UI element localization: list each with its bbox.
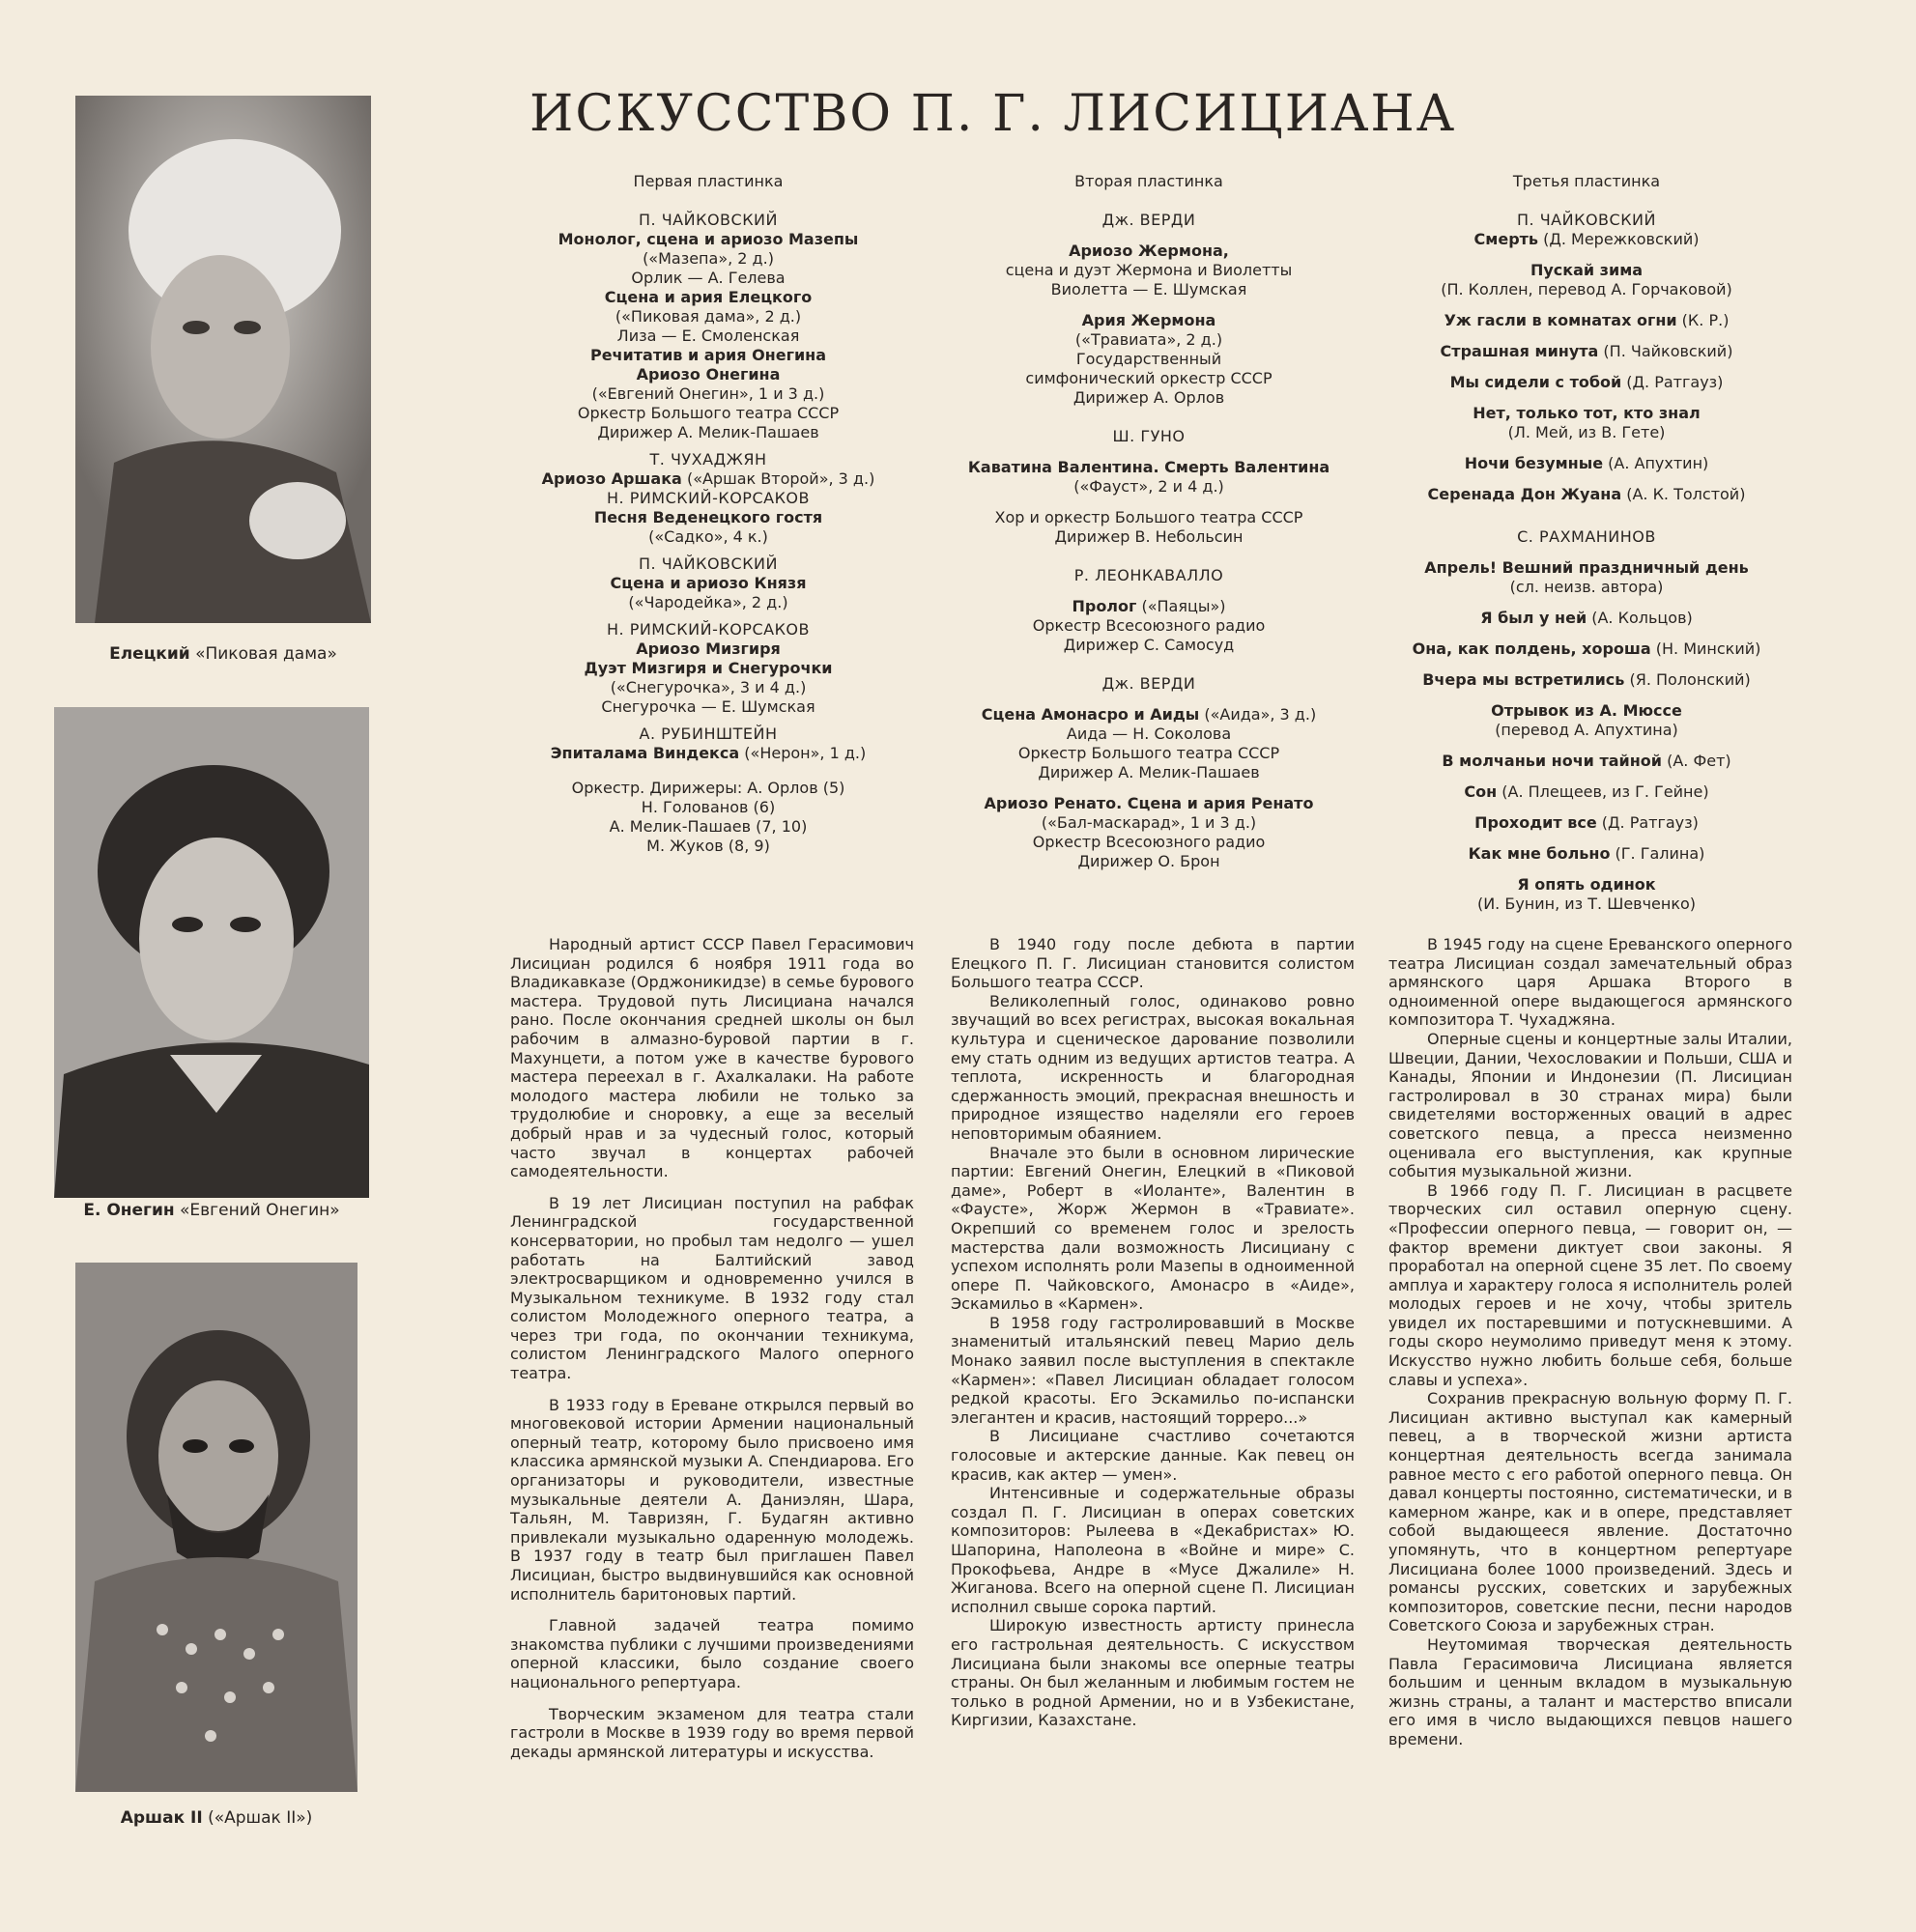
disc-second	[951, 172, 1347, 871]
bio-paragraph: В 1940 году после дебюта в партии Елецкого П. Г. Лисициан становится солистом Большого театра СССР.	[951, 935, 1355, 992]
track-detail: (Д. Ратгауз)	[1621, 373, 1724, 391]
track-detail: Дирижер О. Брон	[1077, 852, 1220, 870]
track-title: Речитатив и ария Онегина	[589, 346, 827, 364]
spacer	[1388, 771, 1785, 782]
spacer	[1388, 442, 1785, 454]
composer-name: Р. ЛЕОНКАВАЛЛО	[1073, 566, 1224, 584]
bio-column-2	[951, 935, 1355, 1730]
track-detail: (Д. Ратгауз)	[1596, 813, 1699, 832]
track-detail: Дирижер А. Орлов	[1072, 388, 1225, 407]
spacer	[1388, 392, 1785, 404]
composer-name: П. ЧАЙКОВСКИЙ	[639, 211, 778, 229]
track-detail: («Пиковая дама», 2 д.)	[615, 307, 802, 326]
bio-paragraph: В 1958 году гастролировавший в Москве знаменитый итальянский певец Марио дель Монако заявил после выступления в спектакле «Кармен»: «Павел Лисициан обладает голосом редкой красоты. Его Эскамильо по-испански элегантен и красив, настоящий торреро...»	[951, 1313, 1355, 1427]
track-line	[1388, 454, 1785, 473]
spacer	[1388, 802, 1785, 813]
track-detail: Государственный	[1075, 350, 1222, 368]
spacer	[510, 763, 906, 779]
track-detail: (А. Фет)	[1662, 752, 1731, 770]
track-title: Ариозо Онегина	[636, 365, 781, 384]
track-detail: («Паяцы»)	[1136, 597, 1226, 615]
photo-eletsky	[75, 96, 371, 623]
track-line	[1388, 670, 1785, 690]
composer-name: П. ЧАЙКОВСКИЙ	[1517, 211, 1656, 229]
track-detail: («Нерон», 1 д.)	[739, 744, 867, 762]
spacer	[951, 547, 1347, 558]
bio-paragraph: Главной задачей театра помимо знакомства публики с лучшими произведениями оперной классики, было создание своего национального репертуара.	[510, 1616, 914, 1691]
track-title: Ариозо Аршака	[541, 469, 682, 488]
track-line	[951, 705, 1347, 724]
track-detail: (А. Апухтин)	[1603, 454, 1709, 472]
track-title: Апрель! Вешний праздничный день	[1424, 558, 1749, 577]
disc-header: Первая пластинка	[633, 172, 784, 190]
track-detail: Н. Голованов (6)	[641, 798, 776, 816]
disc-first	[510, 172, 906, 856]
track-detail: (А. К. Толстой)	[1621, 485, 1746, 503]
disc-third	[1388, 172, 1785, 914]
track-detail: сцена и дуэт Жермона и Виолетты	[1005, 261, 1293, 279]
track-title: Как мне больно	[1468, 844, 1611, 863]
track-detail: Оркестр Всесоюзного радио	[1032, 833, 1266, 851]
caption-role: «Пиковая дама»	[195, 644, 337, 664]
track-detail: (сл. неизв. автора)	[1509, 578, 1664, 596]
spacer	[1388, 597, 1785, 609]
track-detail: (Я. Полонский)	[1624, 670, 1751, 689]
track-title: Сцена Амонасро и Аиды	[981, 705, 1200, 724]
caption-arshak	[75, 1808, 357, 1828]
spacer	[951, 408, 1347, 419]
photo-arshak	[75, 1263, 357, 1792]
spacer	[951, 497, 1347, 508]
track-title: В молчаньи ночи тайной	[1442, 752, 1662, 770]
spacer	[1388, 504, 1785, 520]
spacer	[951, 655, 1347, 667]
track-line	[510, 469, 906, 489]
track-title: Вчера мы встретились	[1422, 670, 1625, 689]
caption-onegin	[54, 1201, 369, 1220]
bio-paragraph: Сохранив прекрасную вольную форму П. Г. Лисициан активно выступал как камерный певец, а в творческой жизни артиста концертная деятельность всегда занимала равное место с его работой оперного певца. Он давал концерты постоянно, систематически, и в камерном жанре, как и в опере, представляет собой выдающееся явление. Достаточно упомянуть, что в концертном репертуаре Лисициана более 1000 произведений. Здесь и романсы русских, советских и зарубежных композиторов, советские песни, песни народов Советского Союза и зарубежных стран.	[1388, 1389, 1792, 1635]
bio-paragraph: Интенсивные и содержательные образы создал П. Г. Лисициан в операх советских композиторов: Рылеева в «Декабристах» Ю. Шапорина, Наполеона в «Войне и мире» С. Прокофьева, Андре в «Мусе Джалиле» Н. Жиганова. Всего на оперной сцене П. Лисициан исполнил свыше сорока партий.	[951, 1484, 1355, 1616]
track-line	[1388, 373, 1785, 392]
track-detail: Снегурочка — Е. Шумская	[601, 697, 815, 716]
spacer	[951, 694, 1347, 705]
bio-paragraph: В Лисициане счастливо сочетаются голосовые и актерские данные. Как певец он красив, как актер — умен».	[951, 1427, 1355, 1484]
track-detail: Оркестр Всесоюзного радио	[1032, 616, 1266, 635]
page-title: ИСКУССТВО П. Г. ЛИСИЦИАНА	[529, 85, 1457, 143]
track-detail: (А. Кольцов)	[1587, 609, 1693, 627]
bio-column-3	[1388, 935, 1792, 1749]
spacer	[1388, 473, 1785, 485]
track-title: Уж гасли в комнатах огни	[1444, 311, 1677, 329]
track-title: Ария Жермона	[1081, 311, 1216, 329]
bio-paragraph: Великолепный голос, одинаково ровно звучащий во всех регистрах, высокая вокальная культура и сценическое дарование позволили ему стать одним из ведущих артистов театра. А теплота, искренность и благородная сдержанность эмоций, прекрасная внешность и природное изящество наделяли его героев неповторимым обаянием.	[951, 991, 1355, 1143]
bio-paragraph: В 19 лет Лисициан поступил на рабфак Ленинградской государственной консерватории, но пробыл там недолго — ушел работать на Балтийский завод электросварщиком и одновременно учился в Музыкальном техникуме. В 1932 году стал солистом Молодежного оперного театра, а через три года, по окончании техникума, солистом Ленинградского Малого оперного театра.	[510, 1193, 914, 1383]
spacer	[1388, 361, 1785, 373]
track-detail: (И. Бунин, из Т. Шевченко)	[1476, 895, 1697, 913]
track-detail: (Н. Минский)	[1650, 639, 1761, 658]
caption-eletsky	[75, 644, 371, 664]
track-detail: Аида — Н. Соколова	[1066, 724, 1232, 743]
track-detail: («Аида», 3 д.)	[1199, 705, 1317, 724]
spacer	[951, 299, 1347, 311]
caption-name: Елецкий	[109, 644, 190, 664]
track-detail: А. Мелик-Пашаев (7, 10)	[609, 817, 808, 836]
composer-name: С. РАХМАНИНОВ	[1517, 527, 1656, 546]
track-line	[951, 597, 1347, 616]
bio-paragraph: Творческим экзаменом для театра стали гастроли в Москве в 1939 году во время первой декады армянской литературы и искусства.	[510, 1704, 914, 1761]
track-detail: («Евгений Онегин», 1 и 3 д.)	[591, 384, 825, 403]
bio-paragraph: Народный артист СССР Павел Герасимович Лисициан родился 6 ноября 1911 года во Владикавказе (Орджоникидзе) в семье бурового мастера. Трудовой путь Лисициана начался рано. После окончания средней школы он был рабочим в алмазно-буровой партии в г. Махунцети, а потом уже в качестве бурового мастера переехал в г. Ахалкалаки. На работе молодого мастера любили не только за трудолюбие и сноровку, а еще за веселый добрый нрав и за чудесный голос, который часто звучал в концертах рабочей самодеятельности.	[510, 935, 914, 1181]
track-detail: Оркестр Большого театра СССР	[1017, 744, 1280, 762]
composer-name: Ш. ГУНО	[1112, 427, 1186, 445]
track-title: Отрывок из А. Мюссе	[1491, 701, 1682, 720]
track-title: Ночи безумные	[1464, 454, 1604, 472]
track-detail: Виолетта — Е. Шумская	[1050, 280, 1247, 298]
disc-header: Вторая пластинка	[1074, 172, 1223, 190]
track-title: Эпиталама Виндекса	[550, 744, 740, 762]
track-detail: («Фауст», 2 и 4 д.)	[1073, 477, 1224, 496]
track-title: Нет, только тот, кто знал	[1473, 404, 1701, 422]
track-detail: (Г. Галина)	[1610, 844, 1705, 863]
track-detail: («Чародейка», 2 д.)	[628, 593, 788, 611]
track-detail: Хор и оркестр Большого театра СССР	[994, 508, 1303, 526]
track-detail: Дирижер С. Самосуд	[1063, 636, 1235, 654]
spacer	[1388, 249, 1785, 261]
track-detail: («Снегурочка», 3 и 4 д.)	[610, 678, 807, 696]
track-line	[510, 744, 906, 763]
track-line	[1388, 639, 1785, 659]
track-title: Пролог	[1072, 597, 1137, 615]
bio-paragraph: В 1966 году П. Г. Лисициан в расцвете творческих сил оставил оперную сцену. «Профессии оперного певца, — говорит он, — фактор времени диктует свои законы. Я проработал на оперной сцене 35 лет. По своему амплуа и характеру голоса я исполнитель ролей молодых героев и не хочу, чтобы зритель увидел их постаревшими и потускневшими. А годы скоро неумолимо приведут меня к этому. Искусство нужно любить больше себя, больше славы и успеха».	[1388, 1180, 1792, 1389]
track-detail: («Аршак Второй», 3 д.)	[681, 469, 875, 488]
track-title: Ариозо Мизгиря	[636, 639, 781, 658]
track-title: Сон	[1464, 782, 1498, 801]
track-detail: симфонический оркестр СССР	[1025, 369, 1273, 387]
track-line	[1388, 813, 1785, 833]
track-title: Я опять одинок	[1517, 875, 1656, 894]
spacer	[951, 446, 1347, 458]
track-line	[1388, 311, 1785, 330]
track-title: Каватина Валентина. Смерть Валентина	[967, 458, 1330, 476]
spacer	[951, 230, 1347, 242]
caption-role: («Аршак II»)	[208, 1808, 313, 1828]
track-detail: Лиза — Е. Смоленская	[616, 327, 800, 345]
track-title: Монолог, сцена и ариозо Мазепы	[558, 230, 859, 248]
track-line	[1388, 782, 1785, 802]
track-title: Дуэт Мизгиря и Снегурочки	[584, 659, 833, 677]
composer-name: А. РУБИНШТЕЙН	[639, 724, 778, 743]
track-title: Ариозо Жермона,	[1069, 242, 1229, 260]
track-detail: (П. Чайковский)	[1598, 342, 1733, 360]
caption-name: Е. Онегин	[83, 1201, 175, 1220]
track-title: Страшная минута	[1440, 342, 1599, 360]
track-line	[1388, 609, 1785, 628]
track-title: Мы сидели с тобой	[1449, 373, 1622, 391]
track-detail: (К. Р.)	[1676, 311, 1730, 329]
caption-name: Аршак II	[120, 1808, 203, 1828]
track-title: Песня Веденецкого гостя	[593, 508, 823, 526]
track-detail: («Бал-маскарад», 1 и 3 д.)	[1041, 813, 1257, 832]
spacer	[1388, 330, 1785, 342]
spacer	[1388, 299, 1785, 311]
track-line	[1388, 844, 1785, 864]
bio-paragraph: Неутомимая творческая деятельность Павла Герасимовича Лисициана является большим и ценным вкладом в музыкальную жизнь страны, а талант и мастерство вписали его имя в число выдающихся певцов нашего времени.	[1388, 1634, 1792, 1748]
track-title: Я был у ней	[1480, 609, 1587, 627]
track-detail: (Л. Мей, из В. Гете)	[1507, 423, 1666, 441]
track-line	[1388, 752, 1785, 771]
track-title: Пускай зима	[1530, 261, 1644, 279]
track-line	[1388, 485, 1785, 504]
track-detail: Орлик — А. Гелева	[631, 269, 786, 287]
composer-name: Т. ЧУХАДЖЯН	[649, 450, 767, 469]
track-detail: («Травиата», 2 д.)	[1074, 330, 1223, 349]
track-detail: Дирижер В. Небольсин	[1054, 527, 1244, 546]
track-detail: М. Жуков (8, 9)	[646, 837, 770, 855]
caption-role: «Евгений Онегин»	[180, 1201, 340, 1220]
track-title: Ариозо Ренато. Сцена и ария Ренато	[984, 794, 1314, 812]
track-detail: Оркестр. Дирижеры: А. Орлов (5)	[571, 779, 845, 797]
bio-paragraph: Оперные сцены и концертные залы Италии, Швеции, Дании, Чехословакии и Польши, США и Канады, Японии и Индонезии (П. Лисициан гастролировал в 30 странах мира) были свидетелями восторженных оваций в адрес советского певца, а пресса неизменно оценивала его выступления, как крупные события музыкальной жизни.	[1388, 1029, 1792, 1181]
composer-name: Дж. ВЕРДИ	[1101, 211, 1196, 229]
track-detail: Оркестр Большого театра СССР	[577, 404, 840, 422]
bio-paragraph: В 1933 году в Ереване открылся первый во многовековой истории Армении национальный оперный театр, которому было присвоено имя классика армянской музыки А. Спендиарова. Его организаторы и руководители, известные музыкальные деятели А. Даниэлян, Шара, Тальян, М. Тавризян, Г. Будагян активно привлекали музыкально одаренную молодежь. В 1937 году в театр был приглашен Павел Лисициан, быстро выдвинувшийся как основной исполнитель баритоновых партий.	[510, 1395, 914, 1604]
composer-name: П. ЧАЙКОВСКИЙ	[639, 554, 778, 573]
track-detail: (перевод А. Апухтина)	[1495, 721, 1678, 739]
track-detail: (П. Коллен, перевод А. Горчаковой)	[1441, 280, 1732, 298]
track-title: Проходит все	[1474, 813, 1597, 832]
bio-column-1	[510, 935, 914, 1774]
photo-onegin	[54, 707, 369, 1198]
spacer	[1388, 833, 1785, 844]
track-title: Серенада Дон Жуана	[1427, 485, 1622, 503]
track-title: Она, как полдень, хороша	[1412, 639, 1651, 658]
track-line	[1388, 230, 1785, 249]
track-detail: (А. Плещеев, из Г. Гейне)	[1497, 782, 1709, 801]
bio-paragraph: Широкую известность артисту принесла его гастрольная деятельность. С искусством Лисициана были знакомы все оперные театры страны. Он был желанным и любимым гостем не только в родной Армении, но и в Узбекистане, Киргизии, Казахстане.	[951, 1616, 1355, 1730]
track-line	[1388, 342, 1785, 361]
track-title: Сцена и ария Елецкого	[604, 288, 813, 306]
bio-paragraph: Вначале это были в основном лирические партии: Евгений Онегин, Елецкий в «Пиковой даме», Роберт в «Иоланте», Валентин в «Фаусте», Жорж Жермон в «Травиате». Окрепший со временем голос и зрелость мастерства дали возможность Лисициану с успехом исполнять роли Мазепы в одноименной опере П. Чайковского, Амонасро в «Аиде», Эскамильо в «Кармен».	[951, 1143, 1355, 1314]
spacer	[1388, 628, 1785, 639]
spacer	[1388, 864, 1785, 875]
composer-name: Н. РИМСКИЙ-КОРСАКОВ	[606, 620, 810, 639]
disc-header: Третья пластинка	[1512, 172, 1661, 190]
track-title: Сцена и ариозо Князя	[610, 574, 807, 592]
spacer	[1388, 547, 1785, 558]
spacer	[1388, 659, 1785, 670]
track-detail: («Мазепа», 2 д.)	[643, 249, 774, 268]
composer-name: Дж. ВЕРДИ	[1101, 674, 1196, 693]
track-detail: («Садко», 4 к.)	[648, 527, 768, 546]
spacer	[1388, 740, 1785, 752]
spacer	[951, 782, 1347, 794]
bio-paragraph: В 1945 году на сцене Ереванского оперного театра Лисициан создал замечательный образ армянского царя Аршака Второго в одноименной опере выдающегося армянского композитора Т. Чухаджяна.	[1388, 935, 1792, 1030]
spacer	[951, 585, 1347, 597]
track-title: Смерть	[1473, 230, 1539, 248]
track-detail: Дирижер А. Мелик-Пашаев	[597, 423, 819, 441]
spacer	[1388, 690, 1785, 701]
track-detail: Дирижер А. Мелик-Пашаев	[1038, 763, 1260, 781]
track-detail: (Д. Мережковский)	[1538, 230, 1700, 248]
composer-name: Н. РИМСКИЙ-КОРСАКОВ	[606, 489, 810, 507]
